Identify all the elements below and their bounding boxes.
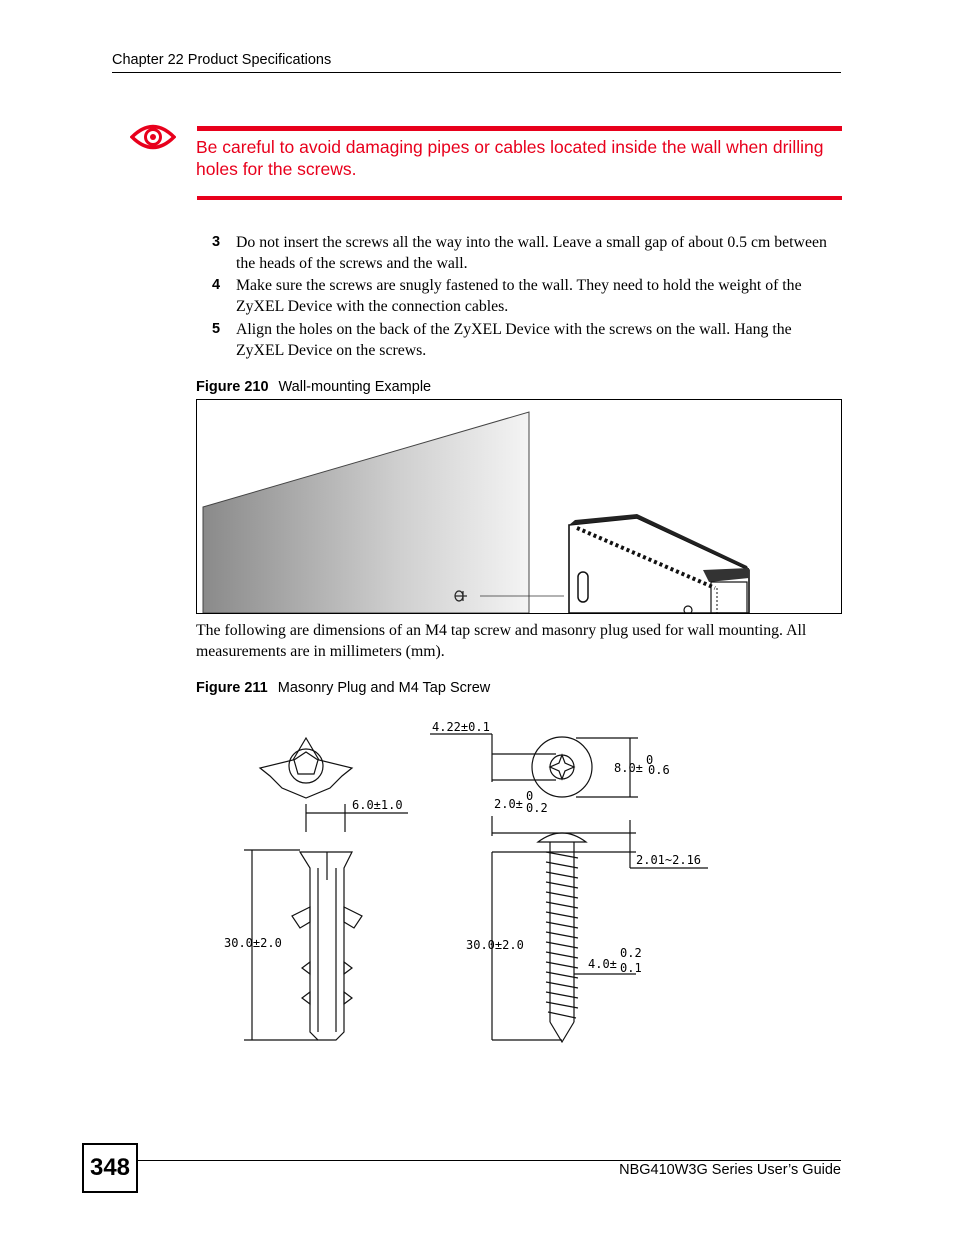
dim-thread-dia: 4.0± <box>588 957 617 971</box>
figure-label: Figure 211 <box>196 680 268 696</box>
figure-211-caption <box>196 680 490 696</box>
figure-title: Wall-mounting Example <box>278 379 432 395</box>
screw-head-icon <box>532 737 592 797</box>
dimension-paragraph: The following are dimensions of an M4 tap screw and masonry plug used for wall mounting. All measurements are in millimeters (mm). <box>196 622 807 660</box>
dim-head-dia-sub: 0.6 <box>648 763 670 777</box>
dim-head-height: 2.0± <box>494 797 523 811</box>
dim-plug-length: 30.0±2.0 <box>224 936 282 950</box>
dim-head-recess: 4.22±0.1 <box>432 720 490 734</box>
wall-mounting-illustration <box>197 400 841 613</box>
step-text: Make sure the screws are snugly fastened to the wall. They need to hold the weight of the ZyXEL Device with the connection cables. <box>236 277 802 315</box>
warning-bar-top <box>197 126 842 131</box>
step-number: 3 <box>212 234 221 250</box>
masonry-plug-icon <box>292 852 362 1040</box>
masonry-plug-and-screw-drawing <box>196 702 736 1062</box>
chapter-header: Chapter 22 Product Specifications <box>112 52 332 68</box>
dim-shank-gap: 2.01~2.16 <box>636 853 702 867</box>
dim-head-height-sub: 0.2 <box>526 801 548 815</box>
dim-screw-length: 30.0±2.0 <box>466 938 524 952</box>
header-rule <box>112 72 841 73</box>
warning-bar-bottom <box>197 196 842 200</box>
step-4 <box>212 275 842 317</box>
step-text: Do not insert the screws all the way into the wall. Leave a small gap of about 0.5 cm between the heads of the screws and the wall. <box>236 234 827 272</box>
eye-icon <box>130 122 176 152</box>
dim-head-dia: 8.0± <box>614 761 643 775</box>
warning-text: Be careful to avoid damaging pipes or cables located inside the wall when drilling holes for the screws. <box>196 137 824 179</box>
figure-label: Figure 210 <box>196 379 269 395</box>
tap-screw-icon <box>538 833 586 1042</box>
figure-title: Masonry Plug and M4 Tap Screw <box>277 680 491 696</box>
step-number: 5 <box>212 321 221 337</box>
dim-head-dia-sup: 0 <box>646 753 654 767</box>
page-number: 348 <box>82 1143 138 1193</box>
step-text: Align the holes on the back of the ZyXEL Device with the screws on the wall. Hang the ZyXEL Device on the screws. <box>236 321 792 359</box>
step-5 <box>212 319 842 361</box>
wall-mounting-figure <box>196 399 842 614</box>
footer-rule <box>138 1160 841 1161</box>
step-3 <box>212 232 842 274</box>
dim-head-height-sup: 0 <box>526 789 534 803</box>
device-icon <box>569 514 749 613</box>
figure-210-caption <box>196 379 431 395</box>
dim-thread-dia-sup: 0.2 <box>620 946 642 960</box>
guide-title: NBG410W3G Series User’s Guide <box>619 1162 841 1178</box>
dim-plug-width: 6.0±1.0 <box>352 798 403 812</box>
plug-top-view-icon <box>260 738 352 798</box>
dim-thread-dia-sub: 0.1 <box>620 961 642 975</box>
step-number: 4 <box>212 277 221 293</box>
